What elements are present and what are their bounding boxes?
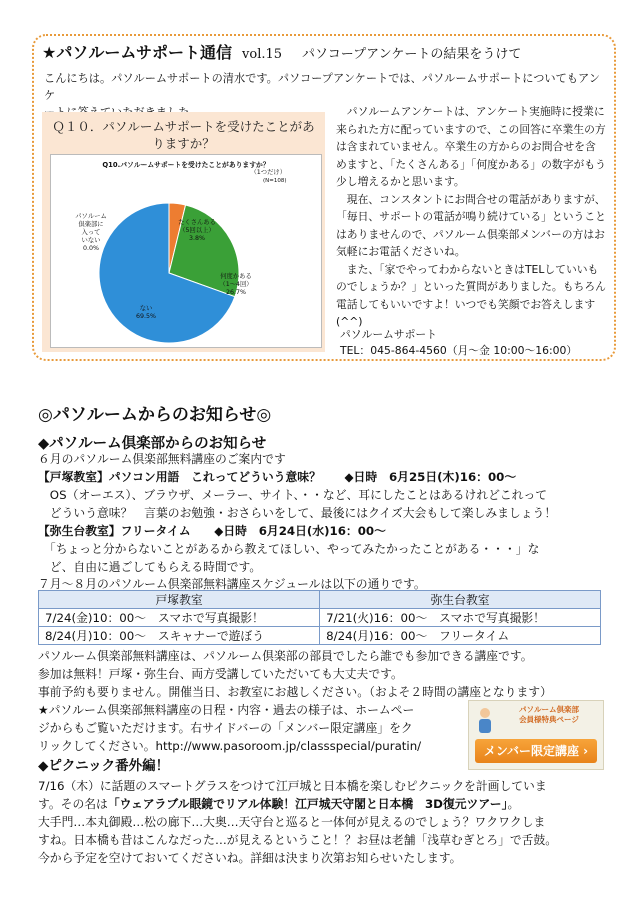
schedule-header-row xyxy=(39,591,601,609)
label-some: 何度かある （1～4回） 26.7% xyxy=(219,273,253,296)
totsuka-desc-2: どういう意味？ 言葉のお勉強・おさらいをして、最後にはクイズ大会もして楽しみましょう！ xyxy=(38,506,557,520)
banner-caption: パソルーム倶楽部 会員様特典ページ xyxy=(519,705,579,724)
schedule-table xyxy=(38,590,601,645)
chart-title: Q10.パソルームサポートを受けたことがありますか？ xyxy=(102,161,270,169)
homepage-link[interactable]: リックしてください。http://www.pasoroom.jp/classspecial/puratin/ xyxy=(38,739,422,753)
intro-text: こんにちは。パソルームサポートの清水です。パソコープアンケートでは、パソルームサポートについてもアンケ xyxy=(44,72,600,102)
label-not-member: パソルーム 倶楽部に 入って いない 0.0% xyxy=(75,213,107,252)
june-intro: ６月のパソルーム倶楽部無料講座のご案内です xyxy=(38,452,286,466)
homepage-info-2: ジからもご覧いただけます。右サイドバーの「メンバー限定講座」をク xyxy=(38,721,413,735)
picnic-heading: ◆ピクニック番外編！ xyxy=(38,758,170,774)
survey-commentary: パソルームアンケートは、アンケート実施時に授業に来られた方に配っていますので、この回答に卒業生の方は含まれていません。卒業生の方からのお問合せを含めますと、「たくさんある」「何度かある」の数字がもう少し増えるかと思います。 現在、コンスタントにお問合せの電話がありますが、「毎日、サポートの電話が鳴り続けている」ということはありませんので、パソルーム倶楽部メンバーの方はお気軽にお電話くださいね。 また、「家でやってわからないときはTELしていいものでしょうか？」といった質問がありました。もちろん電話してもいいですよ！いつでも笑顔でお答えします(^^) xyxy=(336,105,606,328)
picnic-text-5: 今から予定を空けておいてくださいね。詳細は決まり次第お知らせいたします。 xyxy=(38,851,462,865)
chart-sample-size: (N=108) xyxy=(263,178,287,184)
col-yayoidai: 弥生台教室 xyxy=(320,591,601,609)
pie-chart xyxy=(50,154,322,348)
yayoidai-course: 【弥生台教室】フリータイム ◆日時 6月24日(水)16：00～ xyxy=(38,524,386,538)
label-many: たくさんある （5回以上） 3.8% xyxy=(178,219,216,242)
col-totsuka: 戸塚教室 xyxy=(39,591,320,609)
notice-heading: ◎パソルームからのお知らせ◎ xyxy=(38,405,272,425)
chart-subtitle: （1つだけ） xyxy=(250,169,286,176)
table-row: 7/24(金)10：00～ スマホで写真撮影！ 7/21(火)16：00～ スマホで写真撮影！ xyxy=(39,609,601,627)
person-icon xyxy=(475,706,495,736)
picnic-text-4: すね。日本橋も昔はこんなだった…が見えるということ！？お昼は老舗「浅草むぎとろ」で舌鼓。 xyxy=(38,833,558,847)
totsuka-desc-1: OS（オーエス）、ブラウザ、メーラー、サイト、・・など、耳にしたことはあるけれどこれって xyxy=(38,488,548,502)
support-signature: パソルームサポート TEL：045-864-4560（月～金 10:00～16:00） xyxy=(340,328,578,357)
course-info-3: 事前予約も要りません。開催当日、お教室にお越しください。（およそ２時間の講座となります） xyxy=(38,685,552,699)
club-notice-heading: ◆パソルーム倶楽部からのお知らせ xyxy=(38,436,267,452)
course-info-2: 参加は無料！戸塚・弥生台、両方受講していただいても大丈夫です。 xyxy=(38,667,403,681)
yayoidai-desc-1: 「ちょっと分からないことがあるから教えてほしい、やってみたかったことがある・・・」な xyxy=(38,542,540,556)
survey-question-box xyxy=(42,112,325,352)
homepage-info-1: ★パソルーム倶楽部無料講座の日程・内容・過去の様子は、ホームペー xyxy=(38,703,415,717)
schedule-intro: ７月～８月のパソルーム倶楽部無料講座スケジュールは以下の通りです。 xyxy=(38,577,426,591)
totsuka-course: 【戸塚教室】パソコン用語 これってどういう意味？ ◆日時 6月25日(木)16：00～ xyxy=(38,470,517,484)
yayoidai-desc-2: ど、自由に過ごしてもらえる時間です。 xyxy=(38,560,262,574)
member-only-course-button[interactable]: メンバー限定講座 › xyxy=(475,739,597,763)
member-page-banner[interactable] xyxy=(468,700,604,770)
question-title: Ｑ１０．パソルームサポートを受けたことがあ りますか？ xyxy=(52,119,315,151)
picnic-text-1: 7/16（木）に話題のスマートグラスをつけて江戸城と日本橋を楽しむピクニックを計画していま xyxy=(38,779,547,793)
label-never: ない 69.5% xyxy=(135,305,156,320)
picnic-text-2: す。その名は「ウェアラブル眼鏡でリアル体験！江戸城天守閣と日本橋 3D復元ツアー」。 xyxy=(38,797,520,811)
table-row: 8/24(月)10：00～ スキャナーで遊ぼう 8/24(月)16：00～ フリータイム xyxy=(39,627,601,645)
newsletter-title: ★パソルームサポート通信 vol.15 パソコープアンケートの結果をうけて xyxy=(42,43,522,62)
course-info-1: パソルーム倶楽部無料講座は、パソルーム倶楽部の部員でしたら誰でも参加できる講座です。 xyxy=(38,649,533,663)
picnic-text-3: 大手門…本丸御殿…松の廊下…大奥…天守台と巡ると一体何が見えるのでしょう？ワクワクしま xyxy=(38,815,546,829)
